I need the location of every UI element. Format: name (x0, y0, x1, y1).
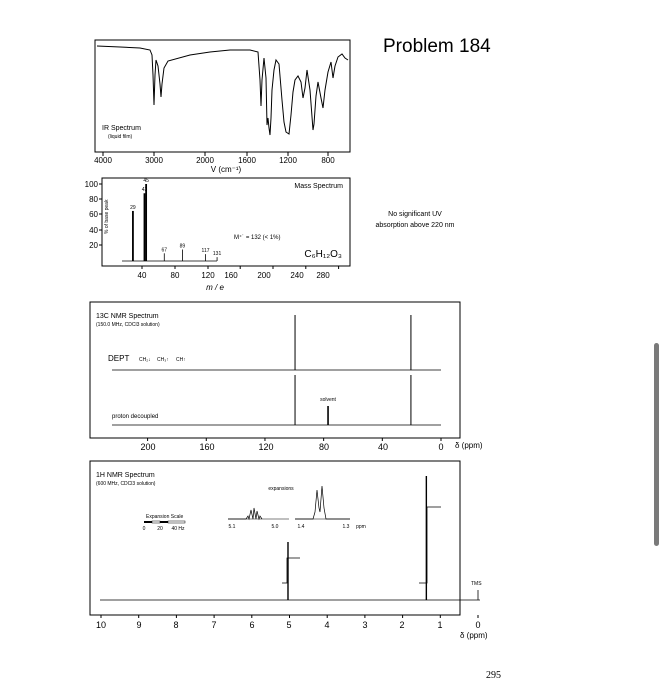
ms-x-tick-80: 80 (170, 271, 180, 280)
uv-note-line-1: No significant UV (388, 211, 442, 218)
c13-decoupled-peaks (295, 375, 411, 425)
ms-formula: C₆H₁₂O₃ (304, 249, 342, 260)
c13-x-tick-120: 120 (258, 442, 274, 452)
c13-dept-label: DEPT (108, 354, 130, 363)
ms-peak-label-117: 117 (201, 248, 210, 255)
ms-title: Mass Spectrum (294, 183, 343, 190)
ms-x-tick-280: 280 (316, 271, 330, 280)
h1-integral-1ppm (419, 507, 441, 583)
h1-expansion-1-tick-51: 5.1 (228, 524, 236, 530)
ir-axis-label: V (cm⁻¹) (210, 165, 242, 174)
h1-expansion-scale-label: Expansion Scale (146, 514, 184, 520)
ir-tick-1600: 1600 (238, 156, 256, 165)
c13-axis-label: δ (ppm) (455, 441, 483, 450)
ir-tick-3000: 3000 (145, 156, 163, 165)
h1-expansion-1-quartet (228, 508, 262, 519)
ms-peak-label-89: 89 (179, 243, 186, 250)
h1-x-tick-5: 5 (286, 620, 292, 630)
ms-y-label: % of base peak (104, 199, 110, 234)
h1-x-tick-10: 10 (95, 620, 107, 630)
ir-title: IR Spectrum (102, 125, 141, 132)
ms-peak-label-43: 43 (141, 187, 148, 194)
ir-tick-2000: 2000 (196, 156, 214, 165)
ms-x-label: m / e (206, 283, 224, 292)
ms-x-tick-160: 160 (224, 271, 238, 280)
ms-x-tick-120: 120 (201, 271, 215, 280)
ms-y-tick-60: 60 (89, 210, 98, 219)
c13-x-tick-80: 80 (318, 442, 330, 452)
c13-x-tick-40: 40 (377, 442, 389, 452)
h1-x-tick-9: 9 (136, 620, 142, 630)
h1-x-tick-3: 3 (362, 620, 368, 630)
ms-peak-label-29: 29 (130, 204, 136, 211)
c13-x-tick-160: 160 (199, 442, 215, 452)
c13-dept-legend-ch2: CH₂↓ (139, 357, 151, 363)
ms-x-tick-40: 40 (137, 271, 147, 280)
ms-molecular-ion: M⁺˙ = 132 (< 1%) (234, 235, 281, 241)
ir-tick-4000: 4000 (94, 156, 112, 165)
h1-x-tick-4: 4 (324, 620, 330, 630)
ms-y-tick-100: 100 (84, 180, 98, 189)
h1-title: 1H NMR Spectrum (96, 472, 155, 479)
h1-expansion-2-tick-14: 1.4 (297, 524, 305, 530)
h1-scale-tick-20: 20 (157, 526, 163, 532)
ir-trace (97, 46, 348, 135)
c13-solvent-label: solvent (320, 397, 336, 403)
h1-subtitle: (600 MHz, CDCl3 solution) (96, 481, 156, 487)
h1-expansion-2-tick-13: 1.3 (342, 524, 350, 530)
h1-integral-5ppm (282, 558, 300, 583)
h1-x-tick-6: 6 (249, 620, 255, 630)
h1-tms-label: TMS (471, 581, 482, 587)
ms-peak-label-45: 45 (143, 178, 149, 184)
h1-axis-label: δ (ppm) (460, 631, 488, 640)
ms-y-tick-40: 40 (89, 226, 98, 235)
c13-decoupled-label: proton decoupled (112, 414, 159, 420)
c13-dept-legend-ch3: CH₃↑ (157, 357, 169, 363)
ms-y-tick-20: 20 (89, 241, 98, 250)
ms-x-tick-200: 200 (257, 271, 271, 280)
c13-title: 13C NMR Spectrum (96, 313, 159, 320)
h1-expansions-label: expansions (268, 486, 294, 492)
uv-note-line-2: absorption above 220 nm (375, 222, 455, 229)
c13-x-tick-0: 0 (438, 442, 444, 452)
h1-x-tick-2: 2 (399, 620, 405, 630)
h1-x-tick-7: 7 (211, 620, 217, 630)
h1-x-tick-1: 1 (437, 620, 443, 630)
h1-scale-tick-40: 40 Hz (171, 526, 185, 532)
ir-frame (95, 40, 350, 152)
h1-expansion-1-tick-50: 5.0 (271, 524, 279, 530)
h1-expansion-2-ppm: ppm (356, 524, 366, 530)
ir-tick-800: 800 (321, 156, 335, 165)
problem-title: Problem 184 (383, 36, 491, 57)
h1-scale-seg-4 (168, 521, 185, 523)
h1-expansion-2-doublet (295, 486, 350, 519)
c13-subtitle: (150.0 MHz, CDCl3 solution) (96, 322, 160, 328)
ms-x-tick-240: 240 (290, 271, 304, 280)
c13-dept-legend-ch: CH↑ (176, 357, 186, 363)
c13-dept-peaks (295, 315, 411, 370)
h1-scale-tick-0: 0 (142, 526, 146, 532)
ms-peak-label-67: 67 (161, 247, 168, 254)
page-number: 295 (486, 670, 501, 681)
h1-scale-seg-2 (152, 521, 160, 523)
h1-scale-seg-3 (160, 521, 168, 523)
h1-scale-seg-1 (144, 521, 152, 523)
ms-y-tick-80: 80 (89, 195, 98, 204)
ir-subtitle: (liquid film) (108, 134, 133, 140)
h1-x-tick-0: 0 (475, 620, 481, 630)
ms-peak-label-131: 131 (212, 251, 222, 258)
c13-x-tick-200: 200 (140, 442, 156, 452)
ir-tick-1200: 1200 (279, 156, 297, 165)
h1-x-tick-8: 8 (173, 620, 179, 630)
